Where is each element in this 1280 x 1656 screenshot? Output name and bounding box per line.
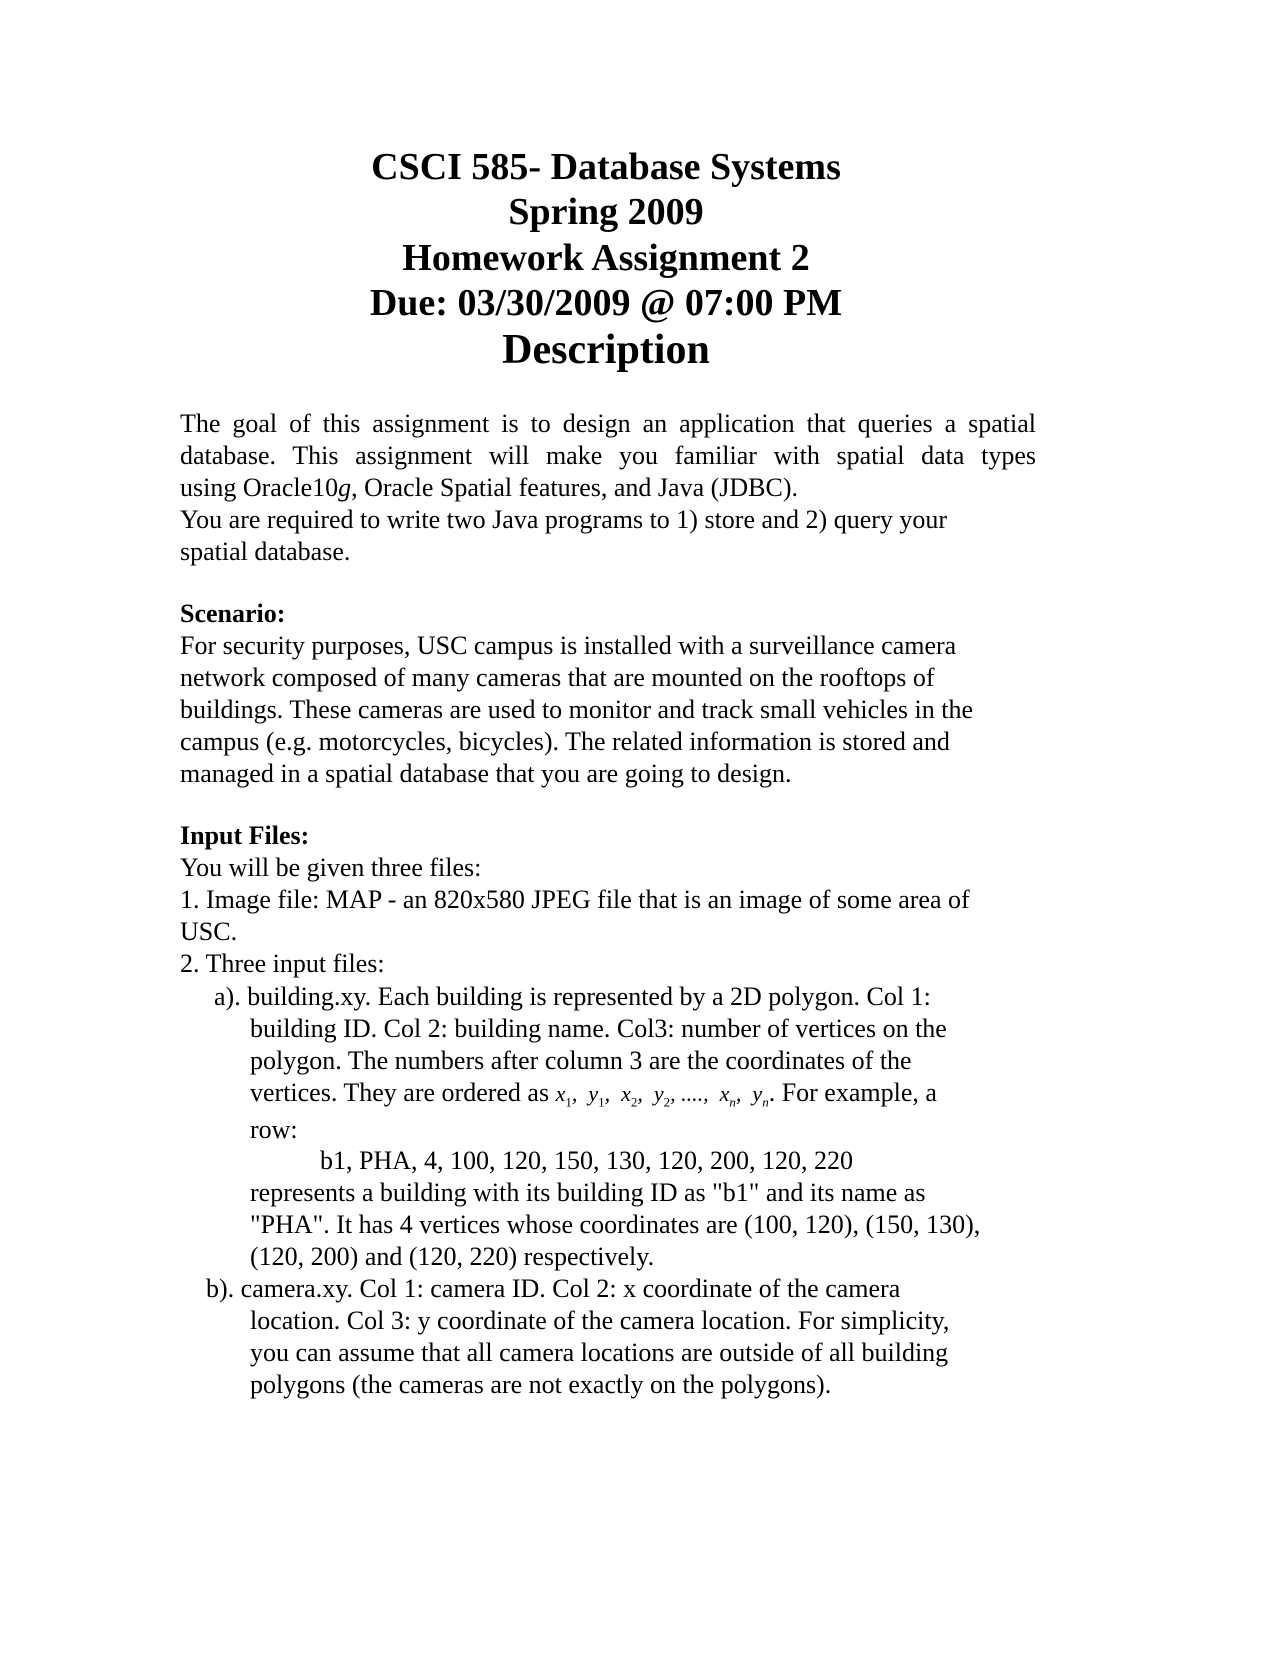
building-file-line: a). building.xy. Each building is represented by a 2D polygon. Col 1: (214, 982, 931, 1011)
scenario-line: managed in a spatial database that you are going to design. (180, 759, 792, 788)
scenario-line: network composed of many cameras that are mounted on the rooftops of (180, 663, 935, 692)
section-title-description: Description (502, 327, 710, 373)
camera-file-line: polygons (the cameras are not exactly on the polygons). (250, 1370, 832, 1399)
camera-file-line: b). camera.xy. Col 1: camera ID. Col 2: x coordinate of the camera (206, 1274, 901, 1303)
course-title: CSCI 585- Database Systems (371, 146, 841, 188)
input-files-line: You will be given three files: (180, 853, 482, 882)
scenario-heading: Scenario: (180, 599, 286, 628)
intro-text: , Oracle Spatial features, and Java (JDBC). (351, 473, 799, 502)
camera-file-line: you can assume that all camera locations are outside of all building (250, 1338, 949, 1367)
intro-line (180, 472, 1036, 504)
scenario-line: buildings. These cameras are used to monitor and track small vehicles in the (180, 695, 974, 724)
building-file-line: represents a building with its building ID as "b1" and its name as (250, 1178, 926, 1207)
building-file-text: vertices. They are ordered as (250, 1078, 550, 1107)
input-files-line: 1. Image file: MAP - an 820x580 JPEG file that is an image of some area of (180, 885, 970, 914)
building-file-line: polygon. The numbers after column 3 are the coordinates of the (250, 1046, 912, 1075)
input-files-line: 2. Three input files: (180, 949, 385, 978)
building-file-line: (120, 200) and (120, 220) respectively. (250, 1242, 655, 1271)
vertex-sequence-formula: $x_1$, $y_1$, $x_2$, $y_2$, ...., $x_n$, $y_n$ (555, 1081, 769, 1110)
term: Spring 2009 (508, 191, 704, 233)
intro-line: The goal of this assignment is to design an application that queries a spatial (180, 409, 1036, 438)
intro-text-italic: g (338, 473, 352, 502)
input-files-line: USC. (180, 917, 238, 946)
scenario-line: campus (e.g. motorcycles, bicycles). The related information is stored and (180, 727, 950, 756)
building-file-line: "PHA". It has 4 vertices whose coordinates are (100, 120), (150, 130), (250, 1210, 981, 1239)
scenario-line: For security purposes, USC campus is installed with a surveillance camera (180, 631, 957, 660)
intro-line: spatial database. (180, 537, 351, 566)
camera-file-line: location. Col 3: y coordinate of the camera location. For simplicity, (250, 1306, 950, 1335)
assignment-title: Homework Assignment 2 (402, 237, 810, 279)
building-file-line: building ID. Col 2: building name. Col3: number of vertices on the (250, 1014, 947, 1043)
intro-line: You are required to write two Java programs to 1) store and 2) query your (180, 505, 948, 534)
building-file-line (250, 1077, 1106, 1118)
building-file-line: row: (250, 1115, 298, 1144)
intro-line: database. This assignment will make you familiar with spatial data types (180, 441, 1036, 470)
intro-text: using Oracle10 (180, 473, 339, 502)
due-date: Due: 03/30/2009 @ 07:00 PM (369, 282, 843, 324)
input-files-heading: Input Files: (180, 821, 310, 850)
example-row: b1, PHA, 4, 100, 120, 150, 130, 120, 200, 120, 220 (320, 1146, 854, 1175)
building-file-text: . For example, a (768, 1078, 937, 1107)
